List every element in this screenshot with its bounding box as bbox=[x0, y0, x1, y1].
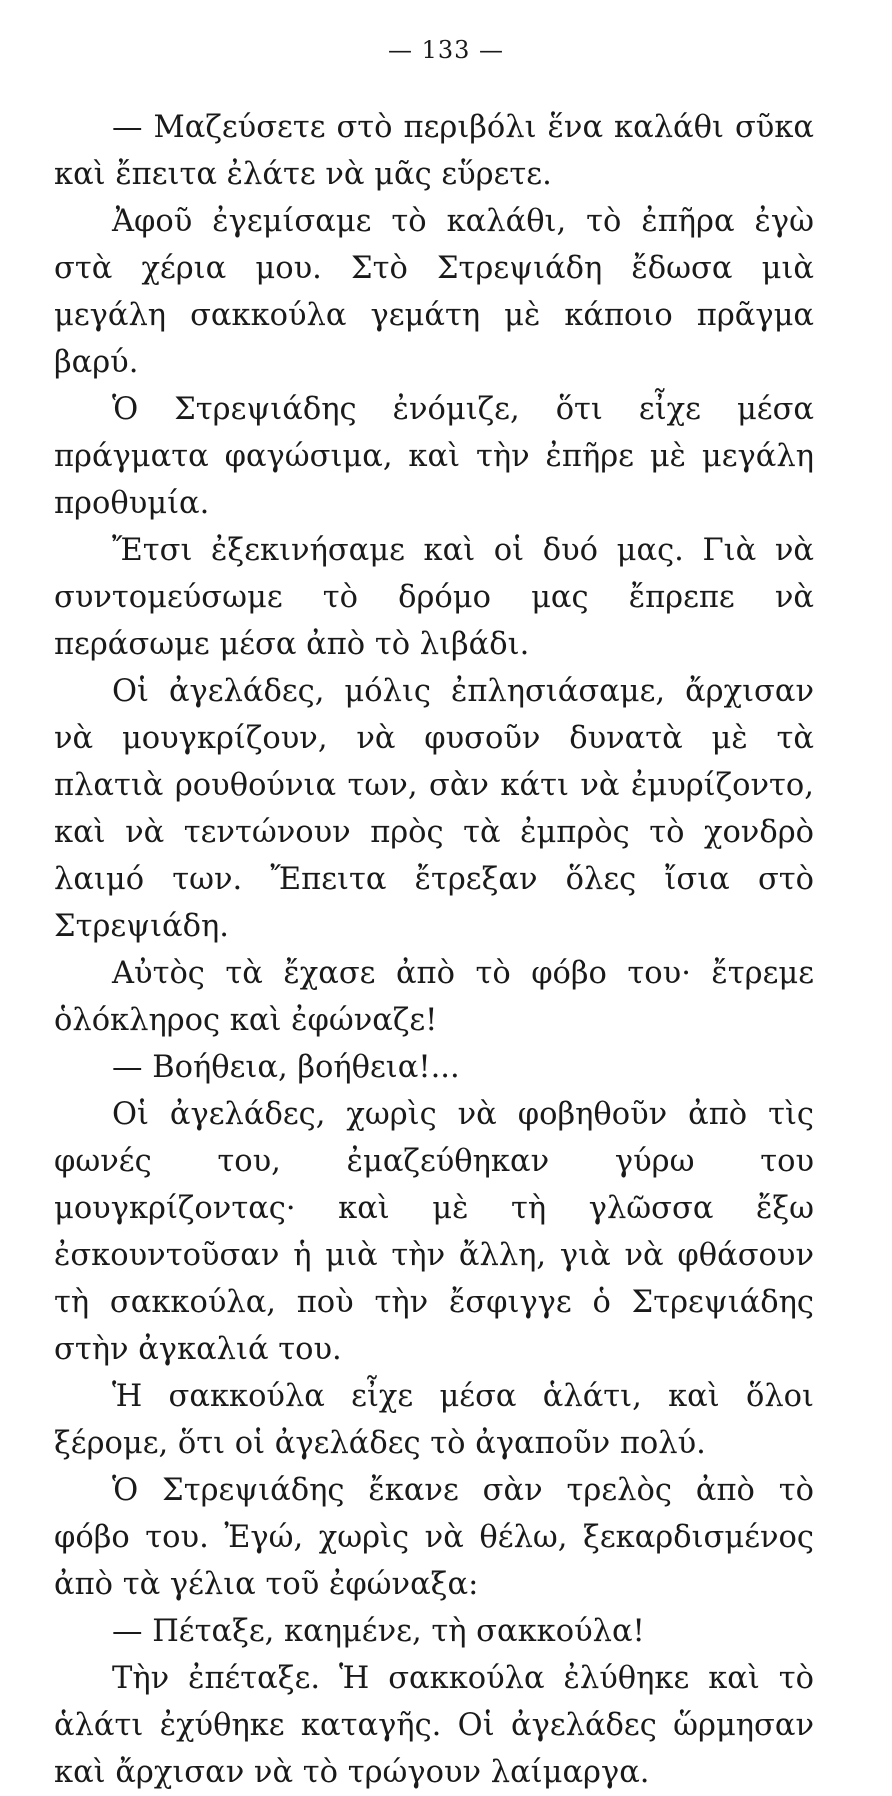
paragraph: — Βοήθεια, βοήθεια!... bbox=[112, 1050, 460, 1085]
paragraph: — Πέταξε, καημένε, τὴ σακκούλα! bbox=[112, 1614, 645, 1649]
paragraph: Ἀφοῦ ἐγεμίσαμε τὸ καλάθι, τὸ ἐπῆρα ἐγὼ στὰ χέρια μου. Στὸ Στρεψιάδη ἔδωσα μιὰ μεγάλη σακκούλα γεμάτη μὲ κάποιο πρᾶγμα βαρύ. bbox=[54, 204, 814, 380]
paragraph: Ὁ Στρεψιάδης ἔκανε σὰν τρελὸς ἀπὸ τὸ φόβο του. Ἐγώ, χωρὶς νὰ θέλω, ξεκαρδισμένος ἀπὸ τὰ γέλια τοῦ ἐφώναξα: bbox=[54, 1473, 814, 1602]
paragraph: Οἱ ἀγελάδες, μόλις ἐπλησιάσαμε, ἄρχισαν νὰ μουγκρίζουν, νὰ φυσοῦν δυνατὰ μὲ τὰ πλατιὰ ρουθούνια των, σὰν κάτι νὰ ἐμυρίζοντο, καὶ νὰ τεντώνουν πρὸς τὰ ἐμπρὸς τὸ χονδρὸ λαιμό των. Ἔπειτα ἔτρεξαν ὅλες ἴσια στὸ Στρεψιάδη. bbox=[54, 674, 814, 944]
paragraph: Ὁ Στρεψιάδης ἐνόμιζε, ὅτι εἶχε μέσα πράγματα φαγώσιμα, καὶ τὴν ἐπῆρε μὲ μεγάλη προθυμία. bbox=[54, 392, 814, 521]
paragraph: Οἱ ἀγελάδες, χωρὶς νὰ φοβηθοῦν ἀπὸ τὶς φωνές του, ἐμαζεύθηκαν γύρω του μουγκρίζοντας· καὶ μὲ τὴ γλῶσσα ἔξω ἐσκουντοῦσαν ἡ μιὰ τὴν ἄλλη, γιὰ νὰ φθάσουν τὴ σακκούλα, ποὺ τὴν ἔσφιγγε ὁ Στρεψιάδης στὴν ἀγκαλιά του. bbox=[54, 1097, 814, 1367]
paragraph: Τὴν ἐπέταξε. Ἡ σακκούλα ἐλύθηκε καὶ τὸ ἁλάτι ἐχύθηκε καταγῆς. Οἱ ἀγελάδες ὥρμησαν καὶ ἄρχισαν νὰ τὸ τρώγουν λαίμαργα. bbox=[54, 1661, 814, 1790]
page-number: — 133 — bbox=[387, 36, 505, 64]
body-text bbox=[54, 104, 814, 1796]
paragraph: Αὐτὸς τὰ ἔχασε ἀπὸ τὸ φόβο του· ἔτρεμε ὁλόκληρος καὶ ἐφώναζε! bbox=[54, 956, 814, 1038]
paragraph: Ἔτσι ἐξεκινήσαμε καὶ οἱ δυό μας. Γιὰ νὰ συντομεύσωμε τὸ δρόμο μας ἔπρεπε νὰ περάσωμε μέσα ἀπὸ τὸ λιβάδι. bbox=[54, 533, 814, 662]
paragraph: — Μαζεύσετε στὸ περιβόλι ἕνα καλάθι σῦκα καὶ ἔπειτα ἐλάτε νὰ μᾶς εὕρετε. bbox=[54, 110, 814, 192]
paragraph: Ἡ σακκούλα εἶχε μέσα ἁλάτι, καὶ ὅλοι ξέρομε, ὅτι οἱ ἀγελάδες τὸ ἀγαποῦν πολύ. bbox=[54, 1379, 814, 1461]
